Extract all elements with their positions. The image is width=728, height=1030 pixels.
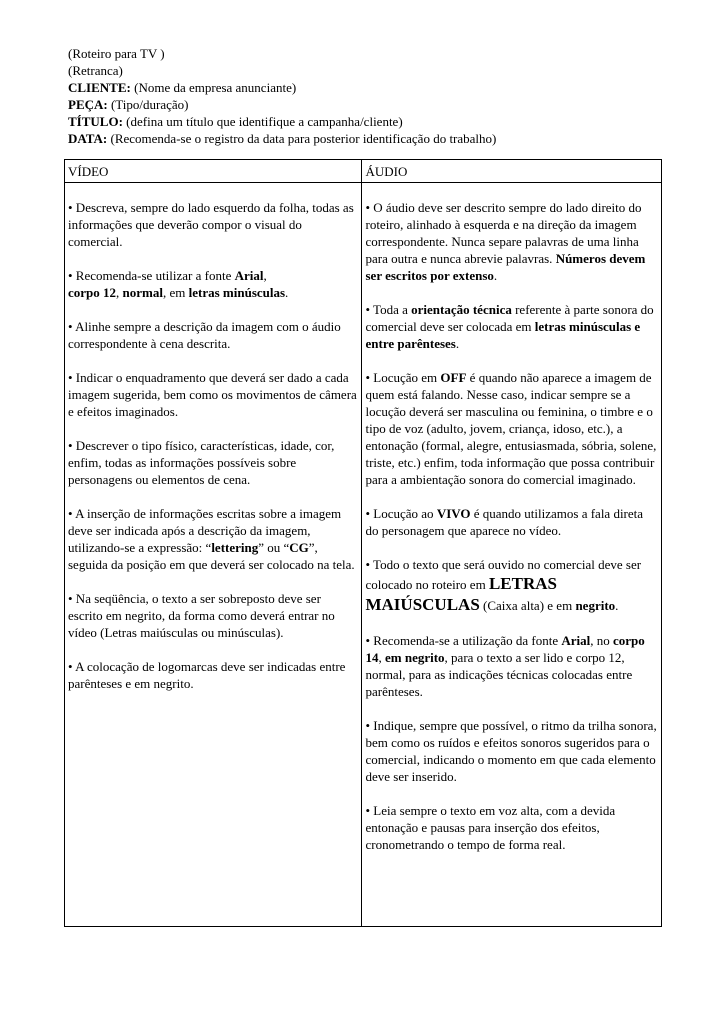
bold-run: orientação técnica — [411, 302, 512, 317]
text-run: • Recomenda-se utilizar a fonte — [68, 268, 235, 283]
text-run: • Locução em — [365, 370, 441, 385]
video-paragraph-8: • A colocação de logomarcas deve ser indicadas entre parênteses e em negrito. — [68, 659, 346, 691]
audio-paragraph-6 — [365, 632, 658, 700]
video-paragraph-6 — [68, 505, 358, 573]
bold-run-large: LETRAS MAIÚSCULAS — [365, 574, 557, 614]
text-run: é quando não aparece a imagem de quem está falando. Nesse caso, indicar sempre se a locução deverá ser masculina ou feminina, o timbre e o tipo de voz (adulto, jovem, criança, idoso, etc.), a entonação (formal, alegre, entusiasmada, sóbria, solene, triste, etc.) enfim, toda informação que possa contribuir para a ambientação sonora do comercial imaginado. — [365, 370, 657, 487]
video-paragraph-3: • Alinhe sempre a descrição da imagem com o áudio correspondente à cena descrita. — [68, 319, 341, 351]
bold-run: letras minúsculas e entre parênteses — [365, 319, 641, 351]
client-label: CLIENTE: — [68, 80, 131, 95]
video-paragraph-1: • Descreva, sempre do lado esquerdo da folha, todas as informações que deverão compor o visual do comercial. — [68, 200, 354, 249]
text-run: é quando utilizamos a fala direta do personagem que aparece no vídeo. — [365, 506, 644, 538]
client-value: (Nome da empresa anunciante) — [130, 80, 297, 95]
bold-run: VIVO — [436, 506, 471, 521]
text-run: • Todo o texto que será ouvido no comercial deve ser colocado no roteiro em — [365, 557, 642, 592]
title-value: (defina um título que identifique a campanha/cliente) — [122, 114, 403, 129]
title-line — [68, 113, 688, 130]
bold-run: CG — [289, 540, 309, 555]
bold-run: Arial — [234, 268, 264, 283]
piece-label: PEÇA: — [68, 97, 108, 112]
video-column — [65, 183, 362, 927]
script-type-line: (Roteiro para TV ) — [68, 46, 165, 61]
date-line — [68, 130, 688, 147]
text-run: , em — [162, 285, 189, 300]
table-body-row — [65, 183, 662, 927]
text-run: , no — [590, 633, 613, 648]
date-value: (Recomenda-se o registro da data para posterior identificação do trabalho) — [107, 131, 497, 146]
text-run: , para o texto a ser lido e corpo 12, normal, para as indicações técnicas colocadas entre parênteses. — [365, 650, 633, 699]
bold-run: normal — [122, 285, 163, 300]
video-paragraph-4: • Indicar o enquadramento que deverá ser dado a cada imagem sugerida, bem como os movimentos de câmera e efeitos imaginados. — [68, 370, 357, 419]
retranca-line: (Retranca) — [68, 63, 123, 78]
audio-column-header: ÁUDIO — [362, 160, 662, 183]
piece-value: (Tipo/duração) — [107, 97, 189, 112]
document-header — [68, 45, 688, 147]
bold-run: OFF — [440, 370, 467, 385]
piece-line — [68, 96, 688, 113]
bold-run: em negrito — [384, 650, 445, 665]
text-run: . — [615, 598, 619, 613]
bold-run: Arial — [561, 633, 591, 648]
bold-run: corpo 12 — [68, 285, 117, 300]
text-run: • Locução ao — [365, 506, 437, 521]
video-column-header: VÍDEO — [65, 160, 362, 183]
text-run: (Caixa alta) e em — [479, 598, 576, 613]
text-run: ” ou “ — [258, 540, 290, 555]
bold-run: Números devem ser escritos por extenso — [365, 251, 646, 283]
text-run: , — [378, 650, 385, 665]
text-run: • Toda a — [365, 302, 412, 317]
video-paragraph-7: • Na seqüência, o texto a ser sobreposto deve ser escrito em negrito, da forma como deverá entrar no vídeo (Letras maiúsculas ou minúsculas). — [68, 591, 335, 640]
audio-paragraph-1 — [365, 199, 658, 284]
video-paragraph-5: • Descrever o tipo físico, características, idade, cor, enfim, todas as informações possíveis sobre personagens ou elementos de cena. — [68, 438, 335, 487]
text-run: • Recomenda-se a utilização da fonte — [365, 633, 562, 648]
date-label: DATA: — [68, 131, 108, 146]
audio-paragraph-5 — [365, 556, 658, 615]
text-run: • A inserção de informações escritas sobre a imagem deve ser indicada após a descrição da imagem, utilizando-se a expressão: “ — [68, 506, 342, 555]
audio-paragraph-7: • Indique, sempre que possível, o ritmo da trilha sonora, bem como os ruídos e efeitos sonoros sugeridos para o comercial, indicando o momento em que cada elemento deve ser inserido. — [365, 718, 657, 784]
text-run: referente à parte sonora do comercial deve ser colocada em — [365, 302, 654, 334]
audio-column — [362, 183, 662, 927]
audio-paragraph-3 — [365, 369, 658, 488]
text-run: . — [285, 285, 289, 300]
bold-run: negrito — [575, 598, 616, 613]
audio-paragraph-2 — [365, 301, 658, 352]
script-table — [64, 159, 662, 927]
client-line — [68, 79, 688, 96]
title-label: TÍTULO: — [68, 114, 123, 129]
text-run: ”, seguida da posição em que deverá ser colocado na tela. — [68, 540, 355, 572]
text-run: • O áudio deve ser descrito sempre do lado direito do roteiro, alinhado à esquerda e na direção da imagem correspondente. Nunca separe palavras de uma linha para outra e nunca abrevie palavras. — [365, 200, 642, 266]
audio-paragraph-8: • Leia sempre o texto em voz alta, com a devida entonação e pausas para inserção dos efeitos, cronometrando o tempo de forma real. — [365, 803, 616, 852]
video-paragraph-2 — [68, 267, 358, 301]
audio-paragraph-4 — [365, 505, 658, 539]
bold-run: letras minúsculas — [188, 285, 286, 300]
text-run: , — [263, 268, 267, 283]
bold-run: corpo 14 — [365, 633, 645, 665]
table-header-row — [65, 160, 662, 183]
text-run: . — [493, 268, 498, 283]
text-run: . — [455, 336, 460, 351]
text-run: , — [116, 285, 123, 300]
bold-run: lettering — [211, 540, 259, 555]
